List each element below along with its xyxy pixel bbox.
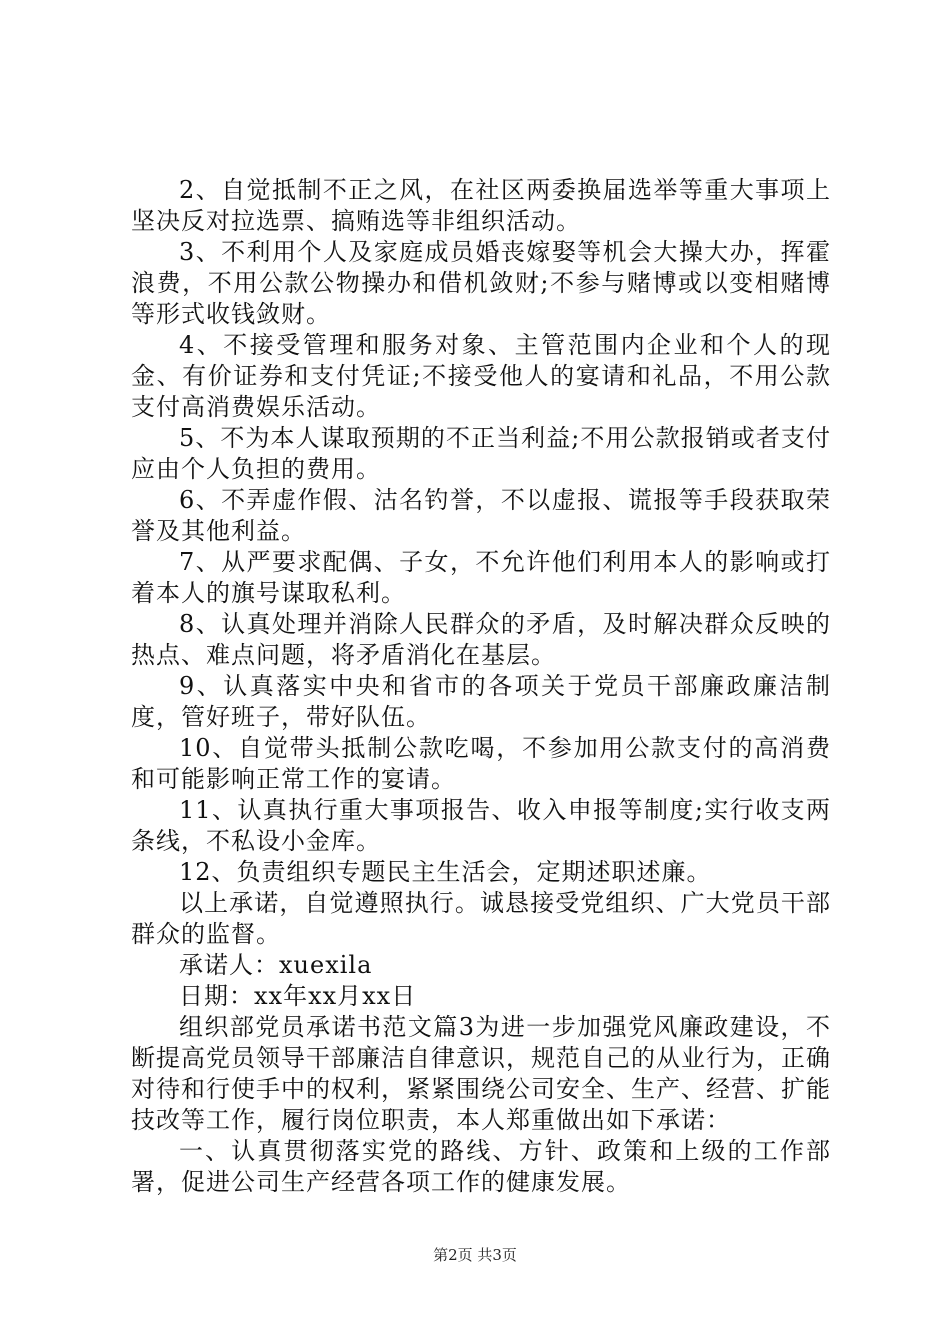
paragraph-item-6: 6、不弄虚作假、沽名钓誉，不以虚报、谎报等手段获取荣誉及其他利益。 [131, 486, 831, 545]
paragraph-item-7: 7、从严要求配偶、子女，不允许他们利用本人的影响或打着本人的旗号谋取私利。 [131, 548, 831, 607]
paragraph-item-2: 2、自觉抵制不正之风，在社区两委换届选举等重大事项上坚决反对拉选票、搞贿选等非组织活动。 [131, 176, 831, 235]
paragraph-item-11: 11、认真执行重大事项报告、收入申报等制度;实行收支两条线，不私设小金库。 [131, 796, 831, 855]
paragraph-item-10: 10、自觉带头抵制公款吃喝，不参加用公款支付的高消费和可能影响正常工作的宴请。 [131, 734, 831, 793]
signer-line: 承诺人：xuexila [179, 951, 373, 979]
paragraph-item-9: 9、认真落实中央和省市的各项关于党员干部廉政廉洁制度，管好班子，带好队伍。 [131, 672, 831, 731]
paragraph-sample-3-intro: 组织部党员承诺书范文篇3为进一步加强党风廉政建设，不断提高党员领导干部廉洁自律意识，规范自己的从业行为，正确对待和行使手中的权利，紧紧围绕公司安全、生产、经营、扩能技改等工作，履行岗位职责，本人郑重做出如下承诺： [131, 1013, 831, 1134]
paragraph-item-3: 3、不利用个人及家庭成员婚丧嫁娶等机会大操大办，挥霍浪费，不用公款公物操办和借机敛财;不参与赌博或以变相赌博等形式收钱敛财。 [131, 238, 831, 328]
paragraph-item-8: 8、认真处理并消除人民群众的矛盾，及时解决群众反映的热点、难点问题，将矛盾消化在基层。 [131, 610, 831, 669]
page-footer: 第2页 共3页 [433, 1246, 517, 1264]
document-body [131, 175, 831, 1198]
date-line: 日期：xx年xx月xx日 [179, 982, 417, 1010]
paragraph-commitment-closing: 以上承诺，自觉遵照执行。诚恳接受党组织、广大党员干部群众的监督。 [131, 889, 831, 948]
paragraph-item-12: 12、负责组织专题民主生活会，定期述职述廉。 [179, 858, 712, 886]
paragraph-item-4: 4、不接受管理和服务对象、主管范围内企业和个人的现金、有价证券和支付凭证;不接受他人的宴请和礼品，不用公款支付高消费娱乐活动。 [131, 331, 831, 421]
paragraph-item-one: 一、认真贯彻落实党的路线、方针、政策和上级的工作部署，促进公司生产经营各项工作的健康发展。 [131, 1137, 831, 1196]
paragraph-item-5: 5、不为本人谋取预期的不正当利益;不用公款报销或者支付应由个人负担的费用。 [131, 424, 831, 483]
